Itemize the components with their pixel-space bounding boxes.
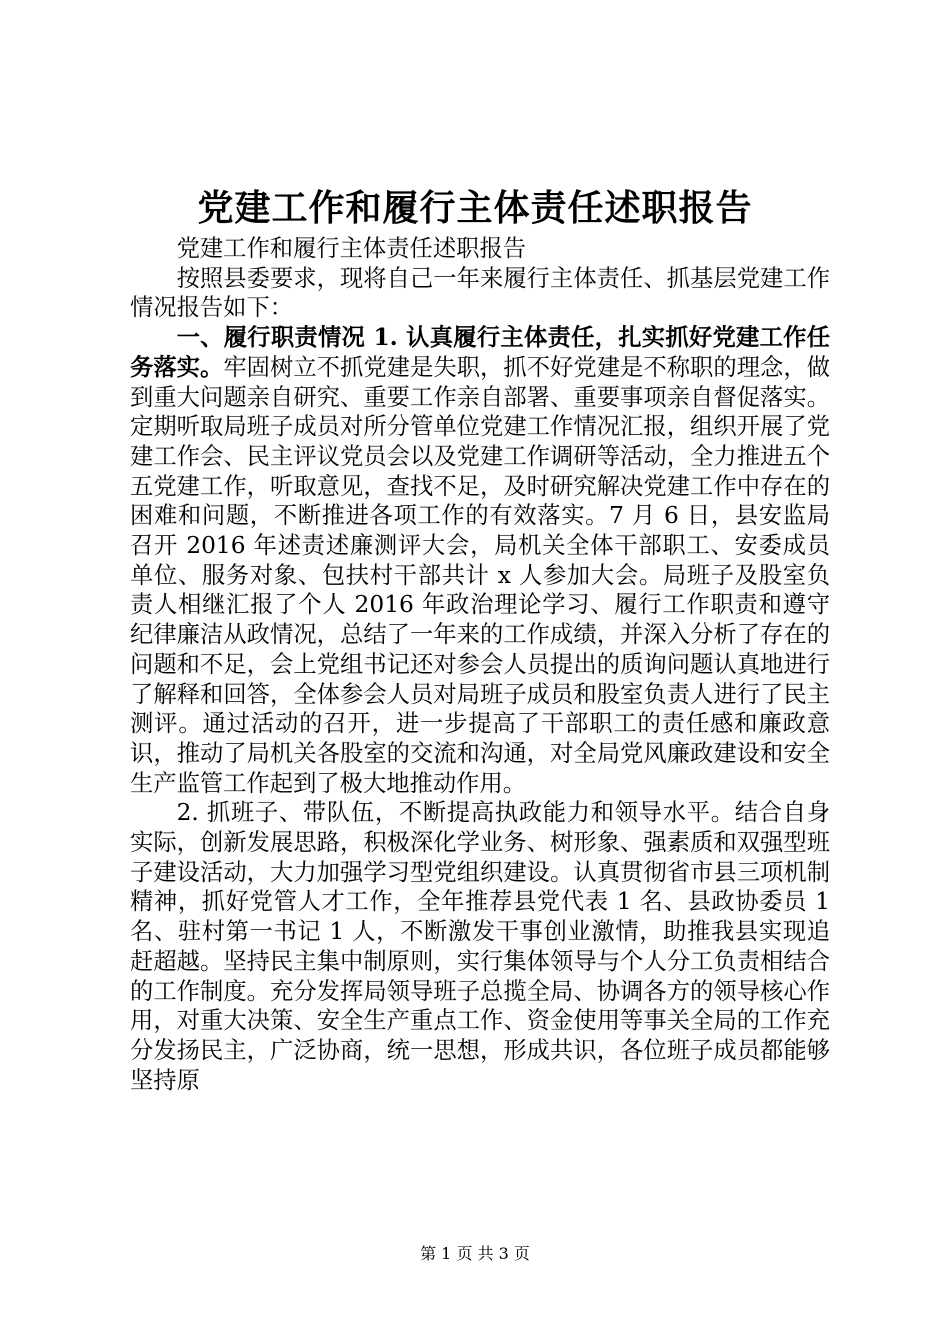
section-heading: 一、履行职责情况 1. 认真履行主体责任，扎实抓好党建工作任务落实。 xyxy=(130,324,830,381)
paragraph-section-one xyxy=(130,323,830,798)
paragraph-heading-repeat xyxy=(130,234,830,264)
page-number-footer: 第 1 页 共 3 页 xyxy=(420,1244,530,1263)
paragraph-text: 按照县委要求，现将自己一年来履行主体责任、抓基层党建工作情况报告如下： xyxy=(130,264,830,322)
paragraph-intro xyxy=(130,264,830,323)
paragraph-text: 党建工作和履行主体责任述职报告 xyxy=(176,235,527,262)
paragraph-text: 2. 抓班子、带队伍，不断提高执政能力和领导水平。结合自身实际，创新发展思路，积极深化学业务、树形象、强素质和双强型班子建设活动，大力加强学习型党组织建设。认真贯彻省市县三项机制精神，抓好党管人才工作，全年推荐县党代表 1 名、县政协委员 1 名、驻村第一书记 1 人，不断激发干事创业激情，助推我县实现追赶超越。坚持民主集中制原则，实行集体领导与个人分工负责相结合的工作制度。充分发挥局领导班子总揽全局、协调各方的领导核心作用，对重大决策、安全生产重点工作、资金使用等事关全局的工作充分发扬民主，广泛协商，统一思想，形成共识，各位班子成员都能够坚持原 xyxy=(130,799,830,1094)
document-title: 党建工作和履行主体责任述职报告 xyxy=(197,187,753,229)
paragraph-text: 牢固树立不抓党建是失职，抓不好党建是不称职的理念，做到重大问题亲自研究、重要工作亲自部署、重要事项亲自督促落实。定期听取局班子成员对所分管单位党建工作情况汇报，组织开展了党建工作会、民主评议党员会以及党建工作调研等活动，全力推进五个五党建工作，听取意见，查找不足，及时研究解决党建工作中存在的困难和问题，不断推进各项工作的有效落实。7 月 6 日，县安监局召开 2016 年述责述廉测评大会，局机关全体干部职工、安委成员单位、服务对象、包扶村干部共计 x 人参加大会。局班子及股室负责人相继汇报了个人 2016 年政治理论学习、履行工作职责和遵守纪律廉洁从政情况，总结了一年来的工作成绩，并深入分析了存在的问题和不足，会上党组书记还对参会人员提出的质询问题认真地进行了解释和回答，全体参会人员对局班子成员和股室负责人进行了民主测评。通过活动的召开，进一步提高了干部职工的责任感和廉政意识，推动了局机关各股室的交流和沟通，对全局党风廉政建设和安全生产监管工作起到了极大地推动作用。 xyxy=(130,353,831,797)
document-body xyxy=(130,234,830,1095)
paragraph-section-two xyxy=(130,798,830,1095)
